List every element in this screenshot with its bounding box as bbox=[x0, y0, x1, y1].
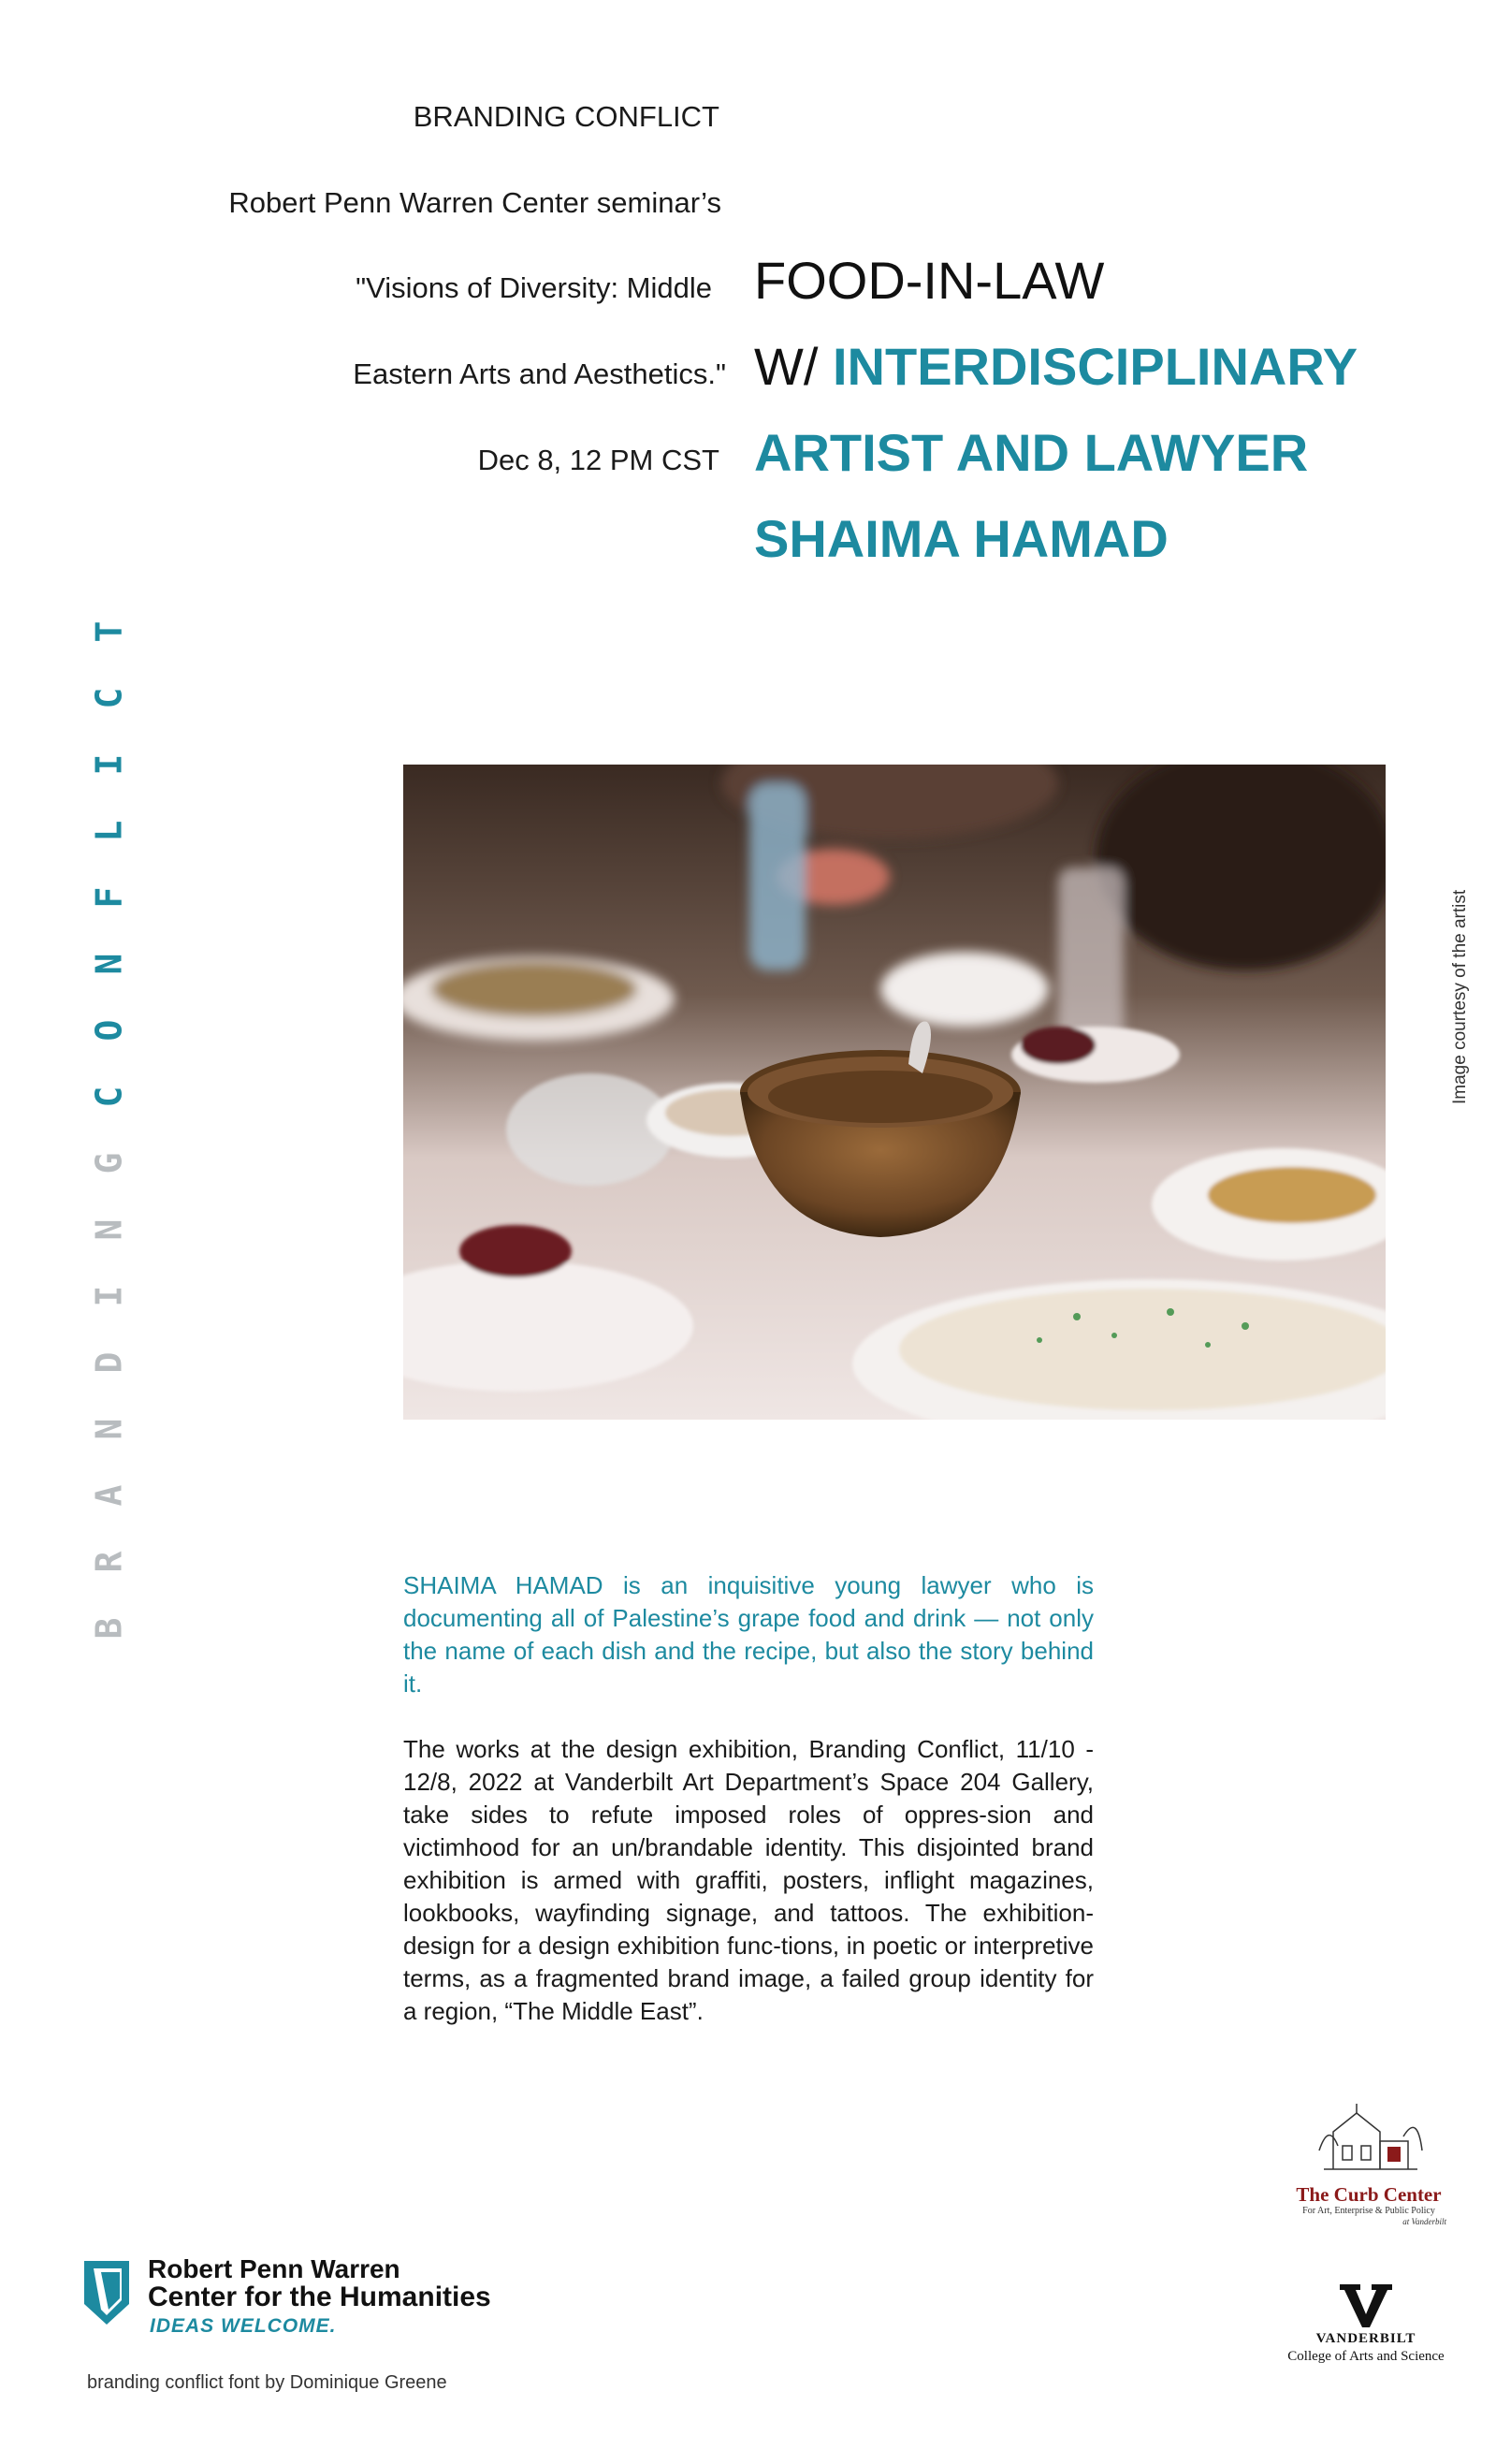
vertical-brand-letter bbox=[82, 1145, 135, 1182]
food-table-illustration bbox=[403, 765, 1386, 1420]
vertical-brand-letter bbox=[82, 1344, 135, 1381]
vertical-brand-glyph: I bbox=[87, 753, 129, 776]
vertical-branding-conflict-mark bbox=[82, 580, 135, 1656]
rpw-center: Center for the Humanities bbox=[148, 2282, 491, 2312]
photo-credit: Image courtesy of the artist bbox=[1450, 889, 1470, 1104]
vertical-brand-letter bbox=[82, 746, 135, 783]
exhibition-paragraph: The works at the design exhibition, Branding Conflict, 11/10 - 12/8, 2022 at Vanderbilt Art Department’s Space 204 Gallery, take sides to refute imposed roles of oppres-sion and victimhood for an un/brandable identity. This disjointed brand exhibition is armed with graffiti, posters, inflight magazines, lookbooks, wayfinding signage, and tattoos. The exhibition-design for a design exhibition func-tions, in poetic or interpretive terms, as a fragmented brand image, a failed group identity for a region, “The Middle East”. bbox=[403, 1735, 1094, 2025]
event-series-title: BRANDING CONFLICT bbox=[413, 100, 719, 133]
seminar-title-line2: Eastern Arts and Aesthetics." bbox=[353, 357, 726, 390]
vertical-brand-letter bbox=[82, 1012, 135, 1049]
vertical-brand-glyph: I bbox=[87, 1285, 129, 1307]
vertical-brand-letter bbox=[82, 1211, 135, 1248]
vertical-brand-glyph: F bbox=[87, 886, 129, 909]
headline-line2 bbox=[754, 337, 1358, 397]
headline-line4: SHAIMA HAMAD bbox=[754, 509, 1169, 568]
vertical-brand-glyph: N bbox=[87, 953, 129, 975]
vertical-brand-glyph: G bbox=[87, 1152, 129, 1174]
vanderbilt-v-icon bbox=[1340, 2284, 1392, 2327]
vertical-brand-glyph: N bbox=[87, 1418, 129, 1440]
vertical-brand-glyph: C bbox=[87, 687, 129, 709]
intro-paragraph: SHAIMA HAMAD is an inquisitive young lawyer who is documenting all of Palestine’s grape food and drink — not only the name of each dish and the recipe, but also the story behind it. bbox=[403, 1571, 1094, 1698]
vertical-brand-letter bbox=[82, 1543, 135, 1581]
rpw-name: Robert Penn Warren bbox=[148, 2254, 400, 2283]
vertical-brand-glyph: N bbox=[87, 1218, 129, 1241]
vertical-brand-glyph: A bbox=[87, 1484, 129, 1507]
headline-prefix: W/ bbox=[754, 337, 833, 396]
vertical-brand-glyph: R bbox=[87, 1551, 129, 1573]
rpw-shield-icon bbox=[82, 2259, 131, 2326]
vertical-brand-glyph: T bbox=[87, 620, 129, 643]
vertical-brand-letter bbox=[82, 1277, 135, 1315]
curb-center-name: The Curb Center bbox=[1296, 2183, 1442, 2206]
vertical-brand-letter bbox=[82, 1410, 135, 1448]
vertical-brand-letter bbox=[82, 812, 135, 850]
vertical-brand-letter bbox=[82, 1477, 135, 1514]
event-date: Dec 8, 12 PM CST bbox=[477, 444, 719, 476]
seminar-name: Robert Penn Warren Center seminar’s bbox=[228, 186, 721, 219]
vertical-brand-glyph: D bbox=[87, 1351, 129, 1374]
headline-line3: ARTIST AND LAWYER bbox=[754, 423, 1309, 482]
vertical-brand-letter bbox=[82, 613, 135, 650]
vertical-brand-glyph: B bbox=[87, 1617, 129, 1640]
headline-line1: FOOD-IN-LAW bbox=[754, 251, 1105, 310]
vertical-brand-letter bbox=[82, 679, 135, 717]
vertical-brand-letter bbox=[82, 879, 135, 916]
vertical-brand-letter bbox=[82, 1078, 135, 1115]
curb-center-building-icon bbox=[1314, 2094, 1427, 2179]
curb-center-subtitle: For Art, Enterprise & Public Policy bbox=[1302, 2206, 1435, 2216]
vanderbilt-college: College of Arts and Science bbox=[1287, 2349, 1445, 2364]
vertical-brand-glyph: C bbox=[87, 1086, 129, 1108]
rpw-tagline: IDEAS WELCOME. bbox=[150, 2315, 337, 2337]
vanderbilt-name: VANDERBILT bbox=[1315, 2331, 1416, 2346]
food-table-photo bbox=[403, 765, 1386, 1420]
font-credit: branding conflict font by Dominique Greene bbox=[87, 2372, 447, 2393]
curb-center-affiliation: at Vanderbilt bbox=[1402, 2217, 1446, 2226]
vertical-brand-glyph: O bbox=[87, 1019, 129, 1042]
headline-teal: INTERDISCIPLINARY bbox=[832, 337, 1358, 396]
vertical-brand-glyph: L bbox=[87, 820, 129, 842]
vertical-brand-letter bbox=[82, 1610, 135, 1647]
seminar-title-line1: "Visions of Diversity: Middle bbox=[356, 271, 712, 304]
vertical-brand-letter bbox=[82, 945, 135, 983]
